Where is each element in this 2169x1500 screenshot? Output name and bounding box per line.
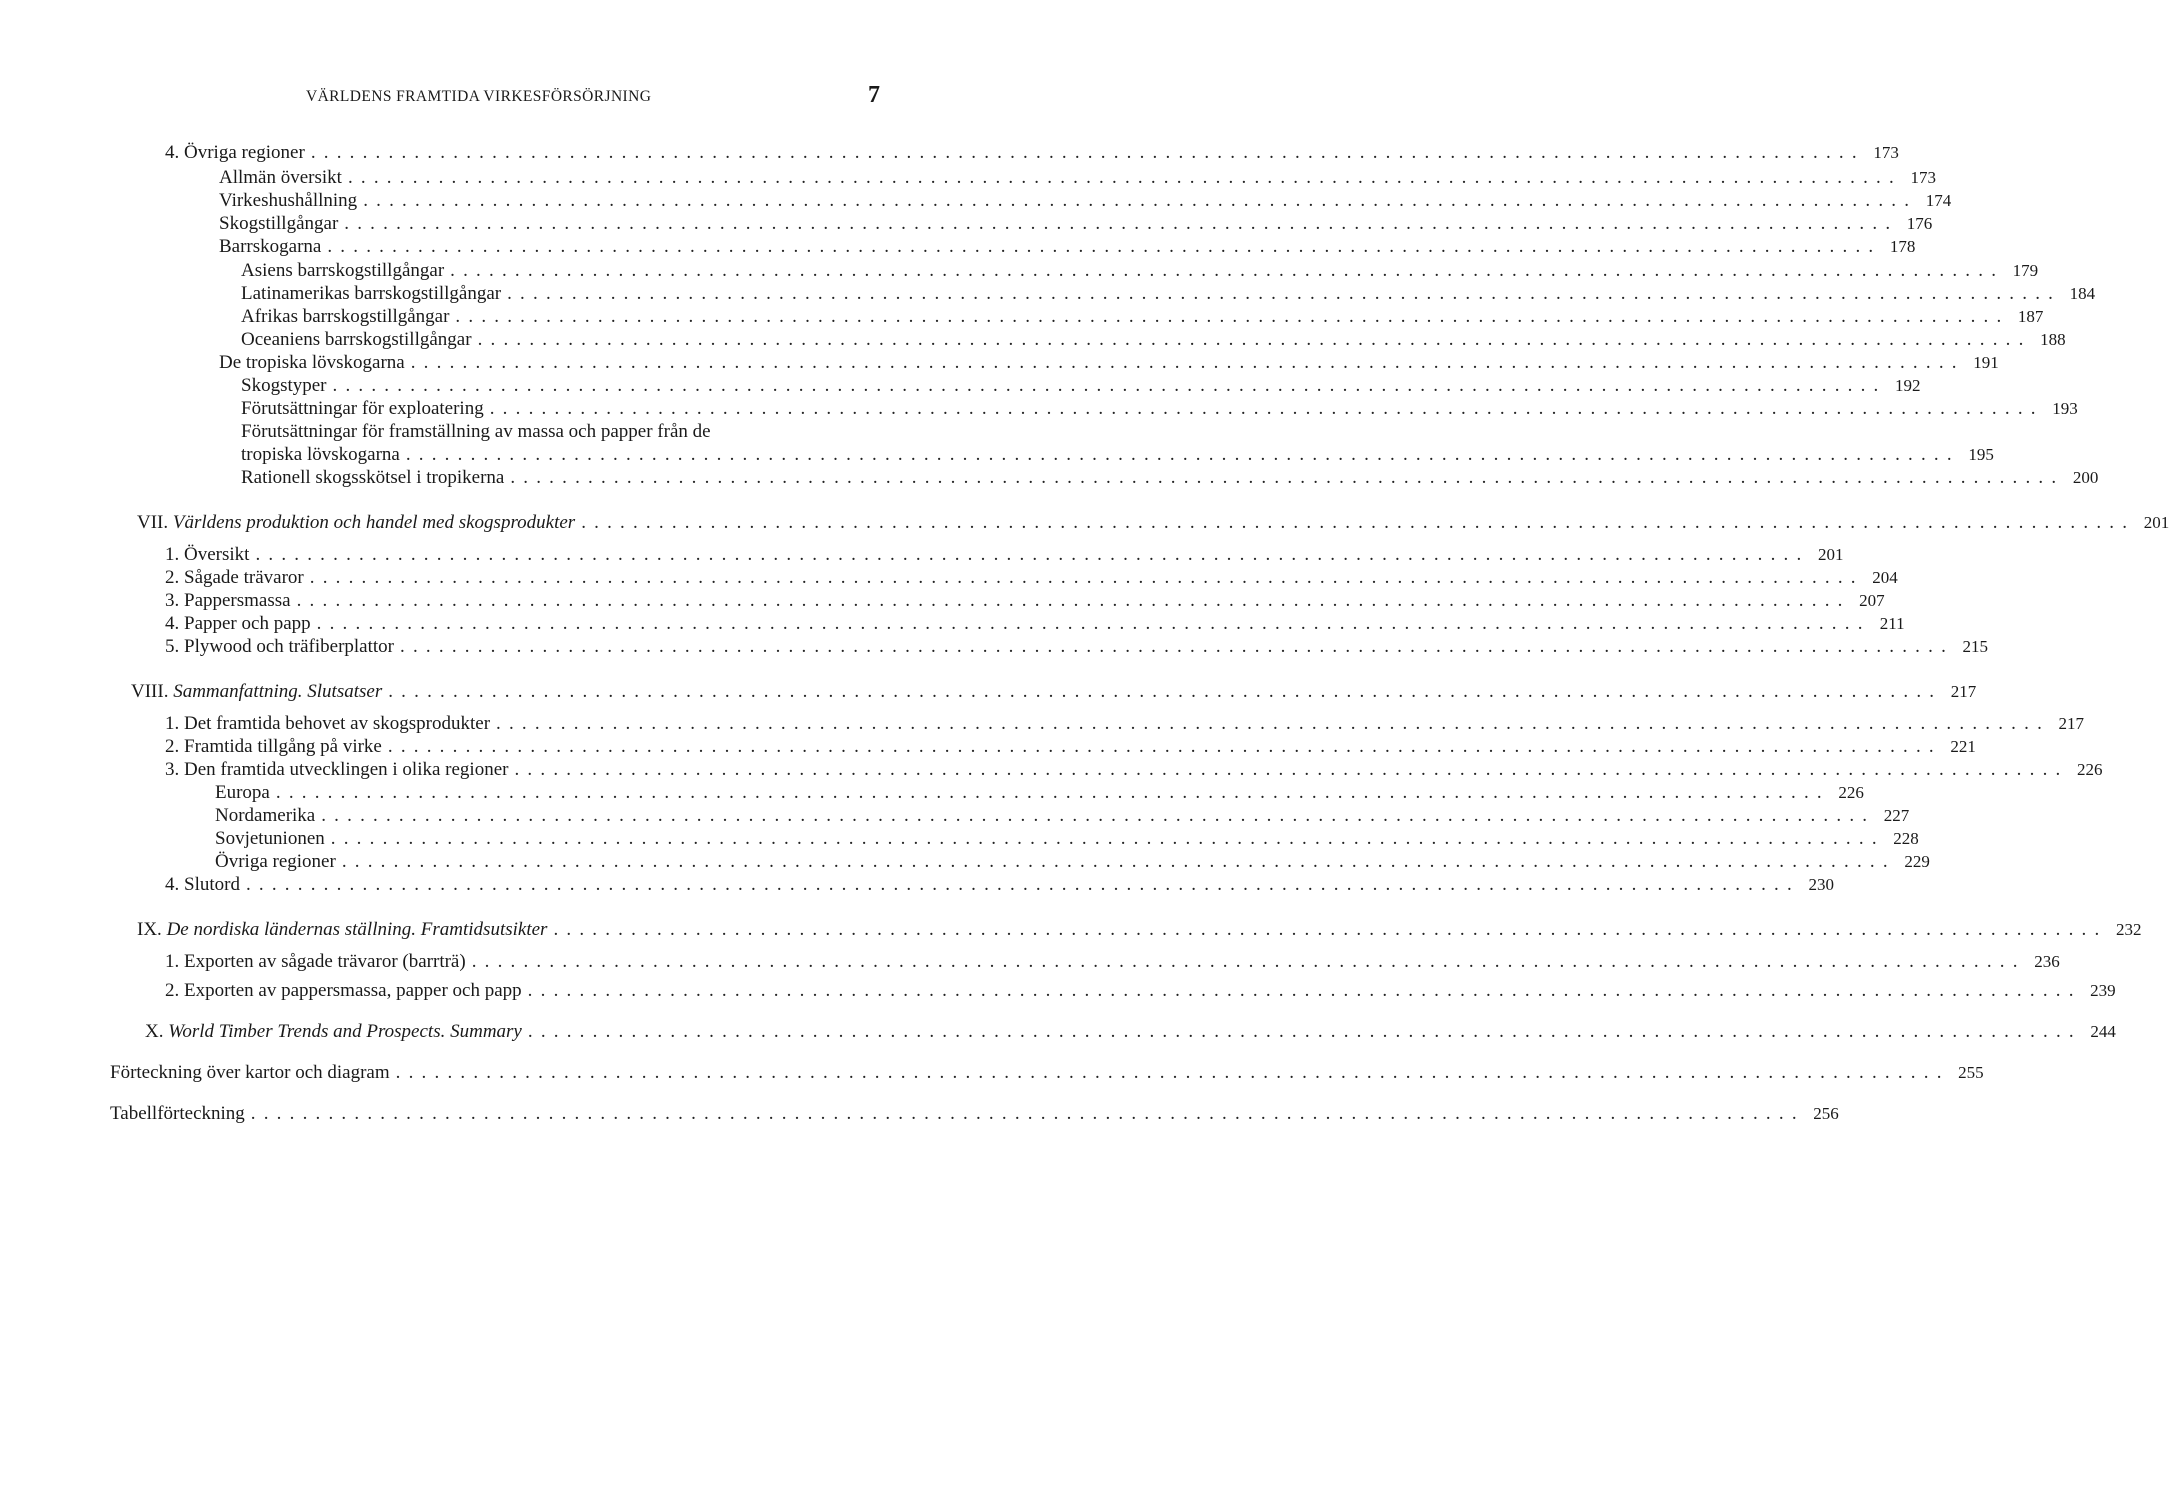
toc-chapter-viii[interactable] — [131, 681, 1977, 703]
toc-entry-page: 227 — [1883, 806, 1910, 825]
dot-leader: ........................................................................................................................ — [455, 306, 2010, 327]
toc-entry-page: 188 — [2040, 330, 2066, 349]
toc-entry-slutord[interactable] — [165, 874, 1834, 896]
toc-chapter-vii[interactable] — [137, 512, 2169, 534]
toc-entry-page: 256 — [1813, 1104, 1839, 1123]
toc-entry-label: 4. Övriga regioner — [165, 142, 305, 163]
dot-leader: ........................................................................................................................ — [341, 851, 1896, 872]
toc-entry-label: 5. Plywood och träfiberplattor — [165, 636, 395, 657]
chapter-number: X. — [145, 1021, 164, 1042]
toc-entry-europa[interactable] — [215, 782, 1864, 804]
toc-entry-page: 184 — [2069, 284, 2096, 303]
chapter-number: IX. — [137, 919, 162, 940]
toc-entry-page: 195 — [1968, 445, 1994, 464]
dot-leader: ........................................................................................................................ — [344, 213, 1899, 234]
toc-entry-label: 1. Exporten av sågade trävaror (barrträ) — [165, 951, 466, 972]
toc-entry-oceaniens[interactable] — [241, 329, 2066, 351]
toc-entry-virkeshushallning[interactable] — [219, 190, 1952, 212]
dot-leader: ........................................................................................................................ — [330, 828, 1885, 849]
toc-entry-label: Rationell skogsskötsel i tropikerna — [241, 467, 505, 488]
toc-entry-page: 173 — [1910, 168, 1936, 187]
toc-entry-tropiska-lovskogarna[interactable] — [219, 352, 1999, 374]
dot-leader: ........................................................................................................................ — [321, 805, 1876, 826]
toc-entry-allman-oversikt[interactable] — [219, 167, 1936, 189]
toc-entry-label: Tabellförteckning — [110, 1103, 245, 1124]
toc-entry-label: Asiens barrskogstillgångar — [241, 260, 445, 281]
toc-entry-afrikas[interactable] — [241, 306, 2044, 328]
toc-entry-label: 4. Slutord — [165, 874, 240, 895]
toc-entry-skogstyper[interactable] — [241, 375, 1921, 397]
dot-leader: ........................................................................................................................ — [296, 590, 1851, 611]
dot-leader: ........................................................................................................................ — [507, 283, 2062, 304]
toc-entry-papper-och-papp[interactable] — [165, 613, 1905, 635]
dot-leader: ........................................................................................................................ — [310, 142, 1865, 163]
toc-entry-label: 1. Översikt — [165, 544, 250, 565]
toc-entry-label: Övriga regioner — [215, 851, 336, 872]
dot-leader: ........................................................................................................................ — [496, 713, 2051, 734]
toc-entry-label: Latinamerikas barrskogstillgångar — [241, 283, 502, 304]
toc-entry-label: Förteckning över kartor och diagram — [110, 1062, 390, 1083]
chapter-title: Sammanfattning. Slutsatser — [173, 681, 383, 702]
toc-entry-page: 207 — [1859, 591, 1885, 610]
toc-entry-label: 1. Det framtida behovet av skogsprodukter — [165, 713, 491, 734]
dot-leader: ........................................................................................................................ — [581, 512, 2136, 533]
toc-entry-barrskogarna[interactable] — [219, 236, 1916, 258]
toc-entry-label: 2. Sågade trävaror — [165, 567, 304, 588]
toc-entry-label: Sovjetunionen — [215, 828, 325, 849]
toc-entry-label: Förutsättningar för exploatering — [241, 398, 484, 419]
chapter-title: De nordiska ländernas ställning. Framtidsutsikter — [166, 919, 548, 940]
toc-entry-label: Förutsättningar för framställning av massa och papper från de — [241, 421, 711, 442]
toc-entry-page: 215 — [1962, 637, 1989, 656]
toc-entry-page: 187 — [2017, 307, 2044, 326]
toc-entry-page: 176 — [1906, 214, 1933, 233]
page-number: 7 — [868, 82, 880, 108]
chapter-number: VIII. — [131, 681, 169, 702]
chapter-title: World Timber Trends and Prospects. Summary — [168, 1021, 522, 1042]
dot-leader: ........................................................................................................................ — [527, 1021, 2082, 1042]
toc-entry-sovjetunionen[interactable] — [215, 828, 1919, 850]
toc-entry-label: Nordamerika — [215, 805, 316, 826]
toc-entry-label: Barrskogarna — [219, 236, 322, 257]
dot-leader: ........................................................................................................................ — [363, 190, 1918, 211]
dot-leader: ........................................................................................................................ — [347, 167, 1902, 188]
dot-leader: ........................................................................................................................ — [553, 919, 2108, 940]
chapter-number: VII. — [137, 512, 169, 533]
toc-entry-label: 3. Pappersmassa — [165, 590, 291, 611]
dot-leader: ........................................................................................................................ — [410, 352, 1965, 373]
toc-entry-forutsattningar-framstallning[interactable] — [241, 421, 711, 443]
toc-entry-label: 4. Papper och papp — [165, 613, 311, 634]
toc-entry-page: 255 — [1958, 1063, 1984, 1082]
toc-entry-page: 204 — [1872, 568, 1898, 587]
toc-entry-label: Oceaniens barrskogstillgångar — [241, 329, 472, 350]
toc-entry-label: 2. Exporten av pappersmassa, papper och papp — [165, 980, 522, 1001]
dot-leader: ........................................................................................................................ — [471, 951, 2026, 972]
toc-entry-forutsattningar-framstallning-cont[interactable] — [241, 444, 1994, 466]
toc-entry-rationell-skogsskotsel[interactable] — [241, 467, 2099, 489]
dot-leader: ........................................................................................................................ — [387, 736, 1942, 757]
toc-entry-sagade-travaror[interactable] — [165, 567, 1898, 589]
toc-entry-page: 201 — [2143, 513, 2169, 532]
toc-entry-latinamerikas[interactable] — [241, 283, 2096, 305]
dot-leader: ........................................................................................................................ — [309, 567, 1864, 588]
dot-leader: ........................................................................................................................ — [245, 874, 1800, 895]
toc-entry-plywood[interactable] — [165, 636, 1989, 658]
dot-leader: ........................................................................................................................ — [527, 980, 2082, 1001]
dot-leader: ........................................................................................................................ — [250, 1103, 1805, 1124]
toc-entry-page: 174 — [1925, 191, 1952, 210]
toc-entry-ovriga-regioner[interactable] — [165, 142, 1899, 164]
toc-entry-page: 211 — [1879, 614, 1905, 633]
toc-entry-page: 228 — [1893, 829, 1919, 848]
toc-entry-ovriga-regioner-2[interactable] — [215, 851, 1930, 873]
chapter-title: Världens produktion och handel med skogsprodukter — [172, 512, 576, 533]
dot-leader: ........................................................................................................................ — [316, 613, 1871, 634]
toc-entry-page: 239 — [2090, 981, 2116, 1000]
dot-leader: ........................................................................................................................ — [489, 398, 2044, 419]
toc-entry-skogstillgangar[interactable] — [219, 213, 1933, 235]
toc-entry-page: 173 — [1873, 143, 1899, 162]
toc-entry-page: 217 — [2058, 714, 2085, 733]
toc-entry-label: Allmän översikt — [219, 167, 342, 188]
toc-entry-page: 229 — [1904, 852, 1930, 871]
toc-entry-page: 201 — [1817, 545, 1844, 564]
toc-entry-page: 226 — [1838, 783, 1864, 802]
toc-entry-page: 226 — [2076, 760, 2103, 779]
toc-entry-nordamerika[interactable] — [215, 805, 1910, 827]
toc-entry-label: De tropiska lövskogarna — [219, 352, 405, 373]
dot-leader: ........................................................................................................................ — [477, 329, 2032, 350]
dot-leader: ........................................................................................................................ — [275, 782, 1830, 803]
toc-entry-framtida-behovet[interactable] — [165, 713, 2085, 735]
toc-entry-forteckning-kartor[interactable] — [110, 1062, 1984, 1084]
toc-entry-pappersmassa[interactable] — [165, 590, 1885, 612]
toc-entry-label: Skogstillgångar — [219, 213, 339, 234]
toc-entry-oversikt[interactable] — [165, 544, 1844, 566]
toc-entry-page: 236 — [2034, 952, 2060, 971]
toc-entry-page: 230 — [1808, 875, 1834, 894]
toc-entry-page: 178 — [1889, 237, 1916, 256]
toc-entry-framtida-tillgang[interactable] — [165, 736, 1976, 758]
dot-leader: ........................................................................................................................ — [405, 444, 1960, 465]
dot-leader: ........................................................................................................................ — [514, 759, 2069, 780]
toc-entry-page: 191 — [1973, 353, 1999, 372]
toc-entry-page: 192 — [1895, 376, 1921, 395]
dot-leader: ........................................................................................................................ — [255, 544, 1810, 565]
dot-leader: ........................................................................................................................ — [450, 260, 2005, 281]
toc-entry-page: 200 — [2072, 468, 2099, 487]
toc-entry-label: Afrikas barrskogstillgångar — [241, 306, 450, 327]
dot-leader: ........................................................................................................................ — [510, 467, 2065, 488]
toc-entry-forutsattningar-exploatering[interactable] — [241, 398, 2078, 420]
toc-entry-exporten-pappersmassa[interactable] — [165, 980, 2116, 1002]
toc-entry-exporten-sagade[interactable] — [165, 951, 2060, 973]
toc-entry-label: Europa — [215, 782, 270, 803]
toc-chapter-ix[interactable] — [137, 919, 2142, 941]
toc-entry-page: 232 — [2115, 920, 2142, 939]
toc-entry-page: 217 — [1950, 682, 1977, 701]
toc-entry-framtida-utvecklingen[interactable] — [165, 759, 2103, 781]
toc-entry-label: tropiska lövskogarna — [241, 444, 400, 465]
running-title: VÄRLDENS FRAMTIDA VIRKESFÖRSÖRJNING — [306, 88, 652, 105]
toc-entry-page: 221 — [1950, 737, 1976, 756]
toc-entry-label: 2. Framtida tillgång på virke — [165, 736, 382, 757]
dot-leader: ........................................................................................................................ — [332, 375, 1887, 396]
toc-entry-label: Skogstyper — [241, 375, 327, 396]
dot-leader: ........................................................................................................................ — [400, 636, 1955, 657]
toc-entry-label: 3. Den framtida utvecklingen i olika regioner — [165, 759, 509, 780]
toc-entry-asiens[interactable] — [241, 260, 2039, 282]
dot-leader: ........................................................................................................................ — [327, 236, 1882, 257]
toc-entry-page: 193 — [2052, 399, 2078, 418]
toc-entry-page: 244 — [2090, 1022, 2116, 1041]
dot-leader: ........................................................................................................................ — [395, 1062, 1950, 1083]
toc-entry-page: 179 — [2012, 261, 2039, 280]
toc-entry-tabellforteckning[interactable] — [110, 1103, 1839, 1125]
dot-leader: ........................................................................................................................ — [388, 681, 1943, 702]
toc-entry-label: Virkeshushållning — [219, 190, 358, 211]
toc-chapter-x[interactable] — [145, 1021, 2116, 1043]
